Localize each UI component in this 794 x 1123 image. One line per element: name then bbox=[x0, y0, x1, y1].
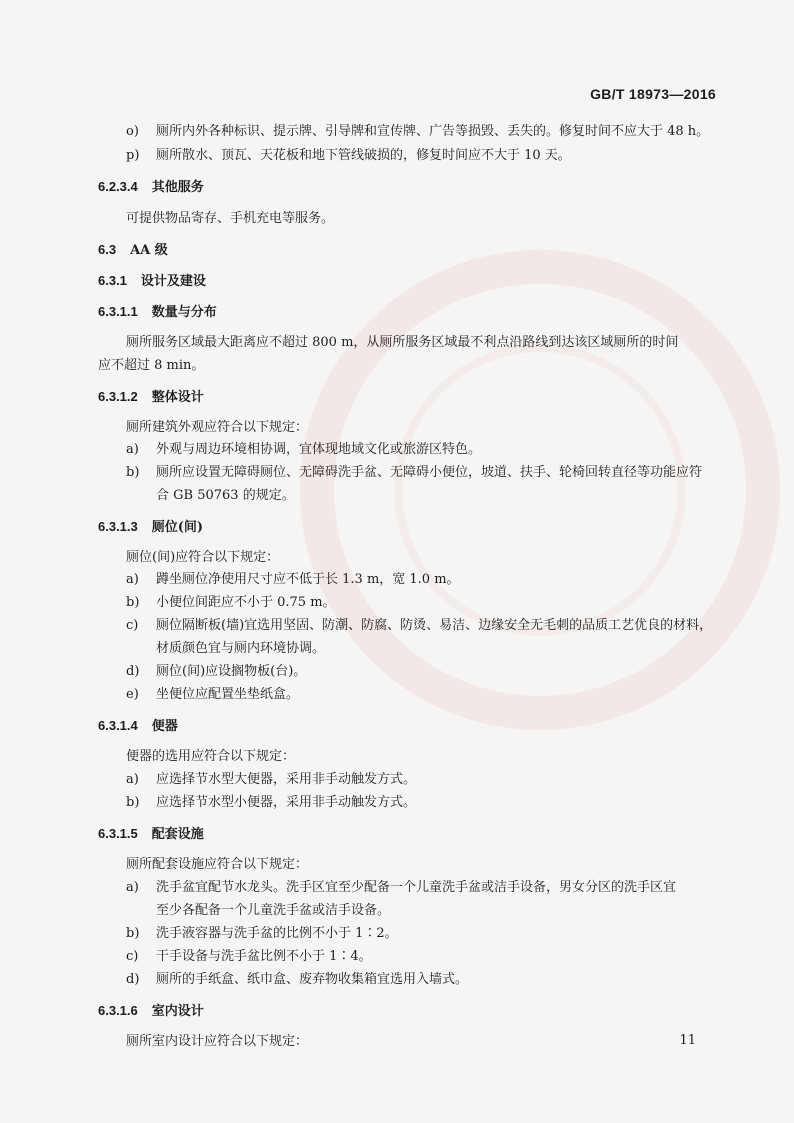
list-item-text: 厕所的手纸盒、纸巾盒、废弃物收集箱宜选用入墙式。 bbox=[156, 972, 469, 987]
list-item-text: 厕所内外各种标识、提示牌、引导牌和宣传牌、广告等损毁、丢失的。修复时间不应大于 48 h。 bbox=[156, 124, 710, 139]
paragraph: 可提供物品寄存、手机充电等服务。 bbox=[126, 211, 335, 226]
list-item bbox=[126, 662, 716, 682]
list-marker: a) bbox=[126, 880, 139, 895]
section-title: 数量与分布 bbox=[151, 305, 217, 320]
list-item bbox=[126, 878, 716, 898]
section-number: 6.3.1.6 bbox=[98, 1003, 138, 1018]
section-number: 6.3.1 bbox=[98, 273, 127, 288]
section-number: 6.3.1.1 bbox=[98, 304, 138, 319]
section-heading bbox=[98, 271, 716, 292]
list-item-text: 厕所散水、顶瓦、天花板和地下管线破损的，修复时间应不大于 10 天。 bbox=[156, 148, 571, 163]
paragraph-line: 厕所服务区域最大距离应不超过 800 m，从厕所服务区域最不利点沿路线到达该区域厕所的时间 bbox=[126, 335, 679, 350]
list-item-text: 小便位间距应不小于 0.75 m。 bbox=[156, 595, 336, 610]
section-title: 其他服务 bbox=[151, 180, 204, 195]
section-title: 厕位(间) bbox=[151, 520, 204, 535]
list-item-continuation: 材质颜色宜与厕内环境协调。 bbox=[156, 641, 326, 656]
section-title: 室内设计 bbox=[151, 1004, 204, 1019]
list-item bbox=[126, 947, 716, 967]
section-title: 设计及建设 bbox=[140, 274, 206, 289]
paragraph-line: 应不超过 8 min。 bbox=[98, 358, 205, 373]
list-item-text: 应选择节水型大便器，采用非手动触发方式。 bbox=[156, 772, 417, 787]
section-heading bbox=[98, 240, 716, 261]
list-marker: p) bbox=[126, 148, 140, 163]
list-item-text: 洗手液容器与洗手盆的比例不小于 1∶2。 bbox=[156, 926, 398, 941]
list-marker: e) bbox=[126, 687, 139, 702]
paragraph: 厕所配套设施应符合以下规定： bbox=[126, 857, 309, 872]
list-item-text: 厕所应设置无障碍厕位、无障碍洗手盆、无障碍小便位，坡道、扶手、轮椅回转直径等功能应符 bbox=[156, 465, 703, 480]
list-item bbox=[126, 793, 716, 813]
list-marker: c) bbox=[126, 949, 139, 964]
list-marker: b) bbox=[126, 795, 140, 810]
list-item bbox=[126, 593, 716, 613]
list-item bbox=[126, 463, 716, 483]
list-item-text: 厕位隔断板(墙)宜选用坚固、防潮、防腐、防烫、易洁、边缘安全无毛刺的品质工艺优良的材料， bbox=[156, 618, 713, 633]
section-heading bbox=[98, 1001, 716, 1022]
list-item-text: 厕位(间)应设搁物板(台)。 bbox=[156, 664, 307, 679]
list-marker: a) bbox=[126, 442, 139, 457]
list-item bbox=[126, 970, 716, 990]
list-item bbox=[126, 440, 716, 460]
paragraph: 便器的选用应符合以下规定： bbox=[126, 749, 296, 764]
section-number: 6.3 bbox=[98, 242, 117, 257]
section-title: 便器 bbox=[151, 719, 178, 734]
section-title: AA 级 bbox=[130, 243, 168, 258]
section-heading bbox=[98, 177, 716, 198]
list-item bbox=[126, 122, 716, 142]
list-item bbox=[126, 616, 716, 636]
list-item-text: 坐便位应配置坐垫纸盒。 bbox=[156, 687, 300, 702]
list-marker: d) bbox=[126, 972, 140, 987]
list-marker: b) bbox=[126, 465, 140, 480]
list-item bbox=[126, 924, 716, 944]
paragraph: 厕所建筑外观应符合以下规定： bbox=[126, 420, 309, 435]
section-heading bbox=[98, 824, 716, 845]
list-item-continuation: 合 GB 50763 的规定。 bbox=[156, 488, 295, 503]
section-heading bbox=[98, 716, 716, 737]
list-marker: b) bbox=[126, 926, 140, 941]
list-marker: b) bbox=[126, 595, 140, 610]
list-marker: o) bbox=[126, 124, 139, 139]
list-marker: a) bbox=[126, 572, 139, 587]
section-heading bbox=[98, 517, 716, 538]
paragraph: 厕位(间)应符合以下规定： bbox=[126, 550, 280, 565]
list-item bbox=[126, 146, 716, 166]
list-item bbox=[126, 770, 716, 790]
section-heading bbox=[98, 302, 716, 323]
document-code: GB/T 18973—2016 bbox=[590, 86, 716, 102]
section-title: 整体设计 bbox=[151, 390, 204, 405]
section-title: 配套设施 bbox=[151, 827, 204, 842]
list-item-text: 外观与周边环境相协调，宜体现地域文化或旅游区特色。 bbox=[156, 442, 482, 457]
list-item-text: 蹲坐厕位净使用尺寸应不低于长 1.3 m，宽 1.0 m。 bbox=[156, 572, 460, 587]
list-item-text: 洗手盆宜配节水龙头。洗手区宜至少配备一个儿童洗手盆或洁手设备，男女分区的洗手区宜 bbox=[156, 880, 677, 895]
page-number: 11 bbox=[679, 1033, 696, 1048]
paragraph: 厕所室内设计应符合以下规定： bbox=[126, 1034, 309, 1049]
list-item bbox=[126, 685, 716, 705]
section-number: 6.3.1.2 bbox=[98, 389, 138, 404]
list-item-continuation: 至少各配备一个儿童洗手盆或洁手设备。 bbox=[156, 903, 391, 918]
section-number: 6.3.1.4 bbox=[98, 718, 138, 733]
list-item-text: 应选择节水型小便器，采用非手动触发方式。 bbox=[156, 795, 417, 810]
list-item-text: 干手设备与洗手盆比例不小于 1∶4。 bbox=[156, 949, 372, 964]
list-marker: c) bbox=[126, 618, 139, 633]
list-marker: a) bbox=[126, 772, 139, 787]
list-item bbox=[126, 570, 716, 590]
section-number: 6.2.3.4 bbox=[98, 179, 138, 194]
section-number: 6.3.1.5 bbox=[98, 826, 138, 841]
section-number: 6.3.1.3 bbox=[98, 519, 138, 534]
section-heading bbox=[98, 387, 716, 408]
list-marker: d) bbox=[126, 664, 140, 679]
